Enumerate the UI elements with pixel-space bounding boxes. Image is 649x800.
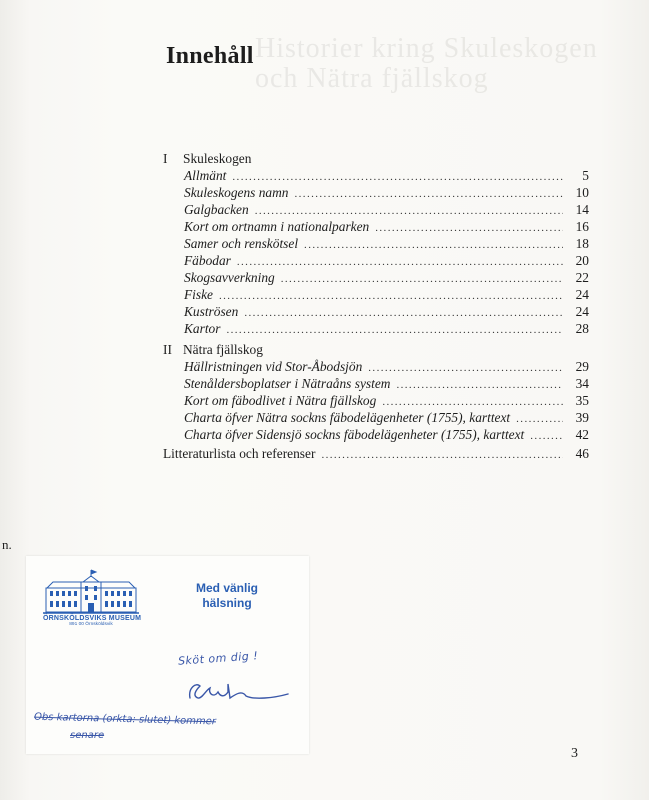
- museum-address: 891 00 Örnsköldsvik: [69, 622, 113, 627]
- toc-entry-label: Kort om ortnamn i nationalparken: [184, 219, 370, 234]
- section-heading-natra-fjallskog: [163, 341, 589, 358]
- toc-entry-label: Kuströsen: [184, 304, 239, 319]
- toc-entry-page: 34: [575, 376, 589, 391]
- margin-text-fragment: n.: [2, 537, 12, 552]
- toc-entry-page: 10: [575, 185, 589, 200]
- toc-entry-page: 35: [575, 393, 589, 408]
- toc-entry-label: Skuleskogens namn: [184, 185, 289, 200]
- toc-entry[interactable]: [163, 167, 589, 184]
- leader-dots: [295, 186, 564, 203]
- section-title: Skuleskogen: [183, 151, 252, 166]
- show-through-text: Historier kring Skuleskogen och Nätra fjällskog: [255, 33, 598, 94]
- toc-entry-page: 46: [575, 446, 589, 461]
- toc-entry-references[interactable]: [163, 445, 589, 462]
- page-number: 3: [571, 746, 578, 761]
- toc-entry[interactable]: [163, 184, 589, 201]
- toc-entry-page: 20: [575, 253, 589, 268]
- toc-entry-page: 16: [575, 219, 589, 234]
- leader-dots: [237, 254, 563, 271]
- toc-entry-label: Kartor: [184, 321, 221, 336]
- toc-entry[interactable]: [163, 375, 589, 392]
- toc-entry-page: 22: [575, 270, 589, 285]
- toc-entry[interactable]: [163, 235, 589, 252]
- handwritten-signature: [184, 678, 294, 704]
- toc-entry-label: Hällristningen vid Stor-Åbodsjön: [184, 359, 363, 374]
- section-numeral: II: [163, 342, 172, 357]
- leader-dots: [304, 237, 563, 254]
- handwritten-note: Sköt om dig !: [177, 649, 259, 668]
- handwritten-struck-note: Obs kartorna (orkta: slutet) kommer: [33, 711, 217, 728]
- toc-entry[interactable]: [163, 320, 589, 337]
- museum-name: ÖRNSKÖLDSVIKS MUSEUM: [43, 615, 142, 622]
- toc-entry-label: Fiske: [184, 287, 213, 302]
- handwritten-struck-note-line2: senare: [70, 730, 105, 741]
- toc-entry[interactable]: [163, 409, 589, 426]
- toc-entry-page: 24: [575, 287, 589, 302]
- toc-entry-label: Allmänt: [184, 168, 227, 183]
- toc-entry[interactable]: [163, 201, 589, 218]
- leader-dots: [375, 220, 563, 237]
- toc-entry-label: Litteraturlista och referenser: [163, 446, 316, 461]
- toc-entry-page: 28: [575, 321, 589, 336]
- toc-entry-page: 14: [575, 202, 589, 217]
- leader-dots: [244, 305, 563, 322]
- toc-entry-page: 24: [575, 304, 589, 319]
- greeting-card: [26, 556, 309, 754]
- toc-entry-label: Charta öfver Sidensjö sockns fäbodelägenheter (1755), karttext: [184, 427, 525, 442]
- toc-entry[interactable]: [163, 392, 589, 409]
- toc-entry-page: 39: [575, 410, 589, 425]
- leader-dots: [281, 271, 563, 288]
- toc-entry-page: 29: [575, 359, 589, 374]
- leader-dots: [396, 377, 563, 394]
- museum-building-icon: [43, 568, 139, 614]
- toc-entry[interactable]: [163, 358, 589, 375]
- museum-logo: [43, 568, 142, 627]
- section-title: Nätra fjällskog: [183, 342, 263, 357]
- toc-entry[interactable]: [163, 252, 589, 269]
- toc-entry-label: Galgbacken: [184, 202, 249, 217]
- toc-entry-label: Stenåldersboplatser i Nätraåns system: [184, 376, 391, 391]
- greeting-text: Med vänlig hälsning: [195, 581, 258, 610]
- toc-entry-page: 18: [575, 236, 589, 251]
- leader-dots: [219, 288, 563, 305]
- toc-entry-label: Skogsavverkning: [184, 270, 275, 285]
- leader-dots: [321, 447, 563, 464]
- section-numeral: I: [163, 151, 168, 166]
- toc-entry-page: 42: [575, 427, 589, 442]
- toc-entry[interactable]: [163, 286, 589, 303]
- toc-entry-label: Samer och renskötsel: [184, 236, 299, 251]
- toc-entry-page: 5: [582, 168, 589, 183]
- toc-entry-label: Charta öfver Nätra sockns fäbodelägenheter (1755), karttext: [184, 410, 511, 425]
- section-heading-skuleskogen: [163, 150, 589, 167]
- toc-entry[interactable]: [163, 218, 589, 235]
- toc-entry[interactable]: [163, 269, 589, 286]
- toc-entry-label: Fäbodar: [184, 253, 231, 268]
- leader-dots: [226, 322, 563, 339]
- toc-entry[interactable]: [163, 426, 589, 443]
- leader-dots: [530, 428, 563, 445]
- page-title: Innehåll: [166, 43, 254, 69]
- toc-entry[interactable]: [163, 303, 589, 320]
- toc-entry-label: Kort om fäbodlivet i Nätra fjällskog: [184, 393, 377, 408]
- table-of-contents: [163, 150, 589, 462]
- leader-dots: [368, 360, 563, 377]
